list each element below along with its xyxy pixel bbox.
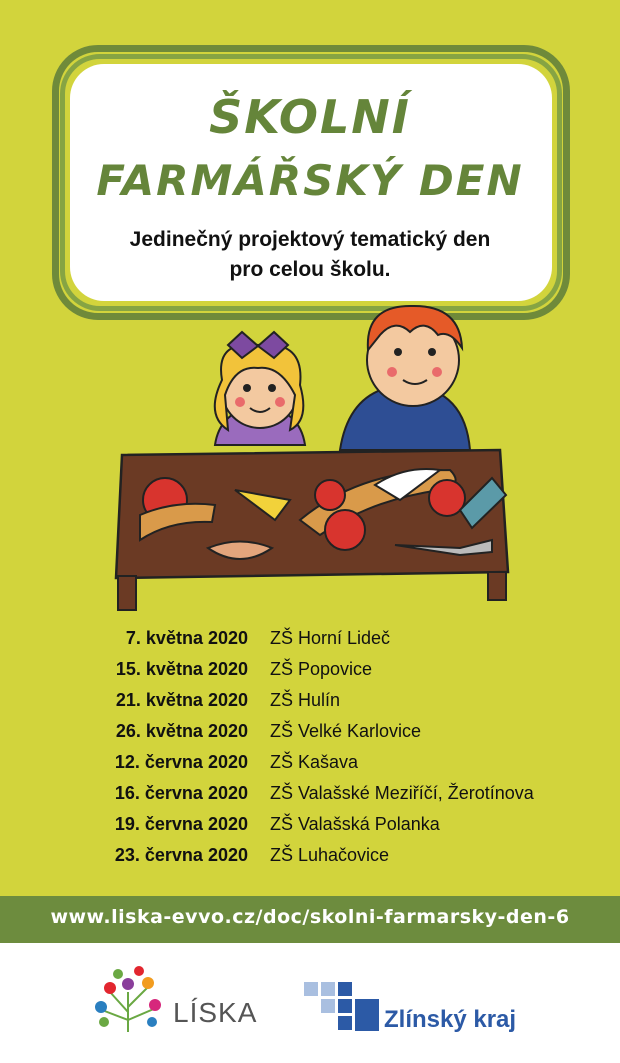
schedule-place: ZŠ Velké Karlovice	[270, 721, 422, 741]
schedule-date: 7. května 2020	[125, 628, 248, 648]
schedule-place: ZŠ Valašské Meziříčí, Žerotínova	[270, 783, 534, 803]
subtitle-line-1: Jedinečný projektový tematický den	[129, 228, 491, 251]
title-line-1: ŠKOLNÍ	[209, 90, 411, 144]
schedule-place: ZŠ Horní Lideč	[270, 628, 391, 648]
schedule-row	[0, 690, 620, 721]
schedule-date: 15. května 2020	[115, 659, 248, 679]
schedule-date: 19. června 2020	[114, 814, 248, 834]
schedule-place: ZŠ Valašská Polanka	[270, 814, 440, 834]
schedule-row	[0, 783, 620, 814]
schedule-place: ZŠ Kašava	[270, 752, 359, 772]
liska-logo-text: LÍSKA	[173, 997, 258, 1028]
boy-figure	[340, 306, 470, 450]
schedule-date: 23. června 2020	[114, 845, 248, 865]
website-link[interactable]: www.liska-evvo.cz/doc/skolni-farmarsky-den-6	[50, 906, 570, 928]
schedule-row	[0, 628, 620, 659]
schedule-date: 12. června 2020	[114, 752, 248, 772]
title-line-2: FARMÁŘSKÝ DEN	[96, 156, 524, 205]
schedule-row	[0, 845, 620, 876]
schedule-place: ZŠ Hulín	[270, 690, 341, 710]
liska-logo-icon	[92, 962, 164, 1034]
schedule-row	[0, 752, 620, 783]
girl-figure	[215, 332, 305, 445]
schedule-date: 26. května 2020	[115, 721, 248, 741]
schedule-row	[0, 721, 620, 752]
schedule-row	[0, 814, 620, 845]
illustration-children-at-table	[0, 300, 620, 620]
schedule-place: ZŠ Popovice	[270, 659, 373, 679]
zlin-kraj-logo-text: Zlínský kraj	[384, 1006, 517, 1033]
schedule-place: ZŠ Luhačovice	[270, 845, 390, 865]
zlin-kraj-logo-icon	[304, 982, 380, 1032]
schedule-date: 21. května 2020	[115, 690, 248, 710]
schedule-row	[0, 659, 620, 690]
schedule-date: 16. června 2020	[114, 783, 248, 803]
subtitle-line-2: pro celou školu.	[229, 258, 391, 281]
